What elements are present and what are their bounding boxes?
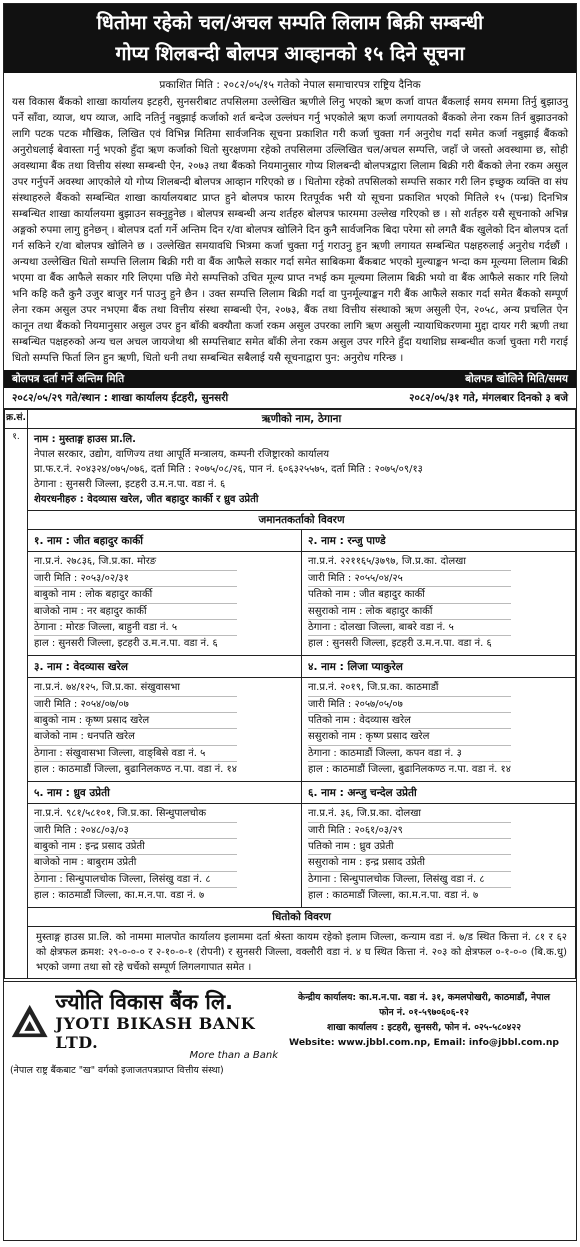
- borrower-line: नेपाल सरकार, उद्योग, वाणिज्य तथा आपूर्ति मन्त्रालय, कम्पनी रजिष्ट्रारको कार्यालय: [34, 449, 330, 460]
- guarantor-line: जारी मिति : २०५५/०४/२५: [308, 571, 511, 587]
- shareholders: शेयरधनीहरु : वेदव्यास खरेल, जीत बहादुर कार्की र ध्रुव उप्रेती: [34, 494, 259, 505]
- guarantor-line: बाजेको नाम : धनपति खरेल: [34, 729, 237, 745]
- contact-info: [278, 990, 570, 1076]
- bank-tagline: More than a Bank: [189, 1049, 278, 1061]
- guarantor-line: ठेगाना : दोलखा जिल्ला, बाबरे वडा नं. ५: [308, 620, 511, 636]
- guarantor-line: हाल : काठमाडौं जिल्ला, का.म.न.पा. वडा नं. ७: [34, 890, 205, 902]
- registration-deadline-label: बोलपत्र दर्ता गर्ने अन्तिम मिति: [12, 373, 125, 385]
- details-table: [4, 409, 576, 979]
- guarantor-line: ना.प्र.नं. २७८३६, जि.प्र.का. मोरङ: [34, 554, 237, 570]
- guarantor-line: जारी मिति : २०६१/०३/२९: [308, 823, 511, 839]
- logo-row: [10, 990, 278, 1052]
- serial-header: क्र.सं.: [5, 410, 28, 429]
- guarantor-2: [302, 530, 576, 656]
- borrower-line: प्रा.फ.र.नं. २०४३२४/०७५/०७६, दर्ता मिति : २०७५/०८/२६, पान नं. ६०६३२५५७५, दर्ता मिति : २०७५/०९/१३: [34, 464, 423, 475]
- guarantor-line: पतिको नाम : वेदव्यास खरेल: [308, 713, 511, 729]
- guarantor-line: हाल : काठमाडौं जिल्ला, का.म.न.पा. वडा नं. ७: [308, 890, 479, 902]
- deadline-values: [4, 388, 576, 409]
- guarantor-5: [28, 781, 302, 907]
- branch-office: शाखा कार्यालय : इटहरी, सुनसरी, फोन नं. ०२५-५८०४२२: [326, 1021, 522, 1033]
- collateral-header: धितोको विवरण: [28, 907, 575, 926]
- guarantor-line: ठेगाना : काठमाडौं जिल्ला, कपन वडा नं. ३: [308, 746, 511, 762]
- guarantor-line: ससुराको नाम : इन्द्र प्रसाद उप्रेती: [308, 855, 511, 871]
- guarantor-line: ठेगाना : संखुवासभा जिल्ला, वाङ्बिसे वडा नं. ५: [34, 746, 237, 762]
- notice-body: यस विकास बैंकको शाखा कार्यालय इटहरी, सुनसरीबाट तपसिलमा उल्लेखित ऋणीले लिनु भएको ऋण कर्जा वापत बैंकलाई समय सममा तिर्नु बुझाउनु पर्ने साँवा, व्याज, थप व्याज, आदि नतिर्नु नबुझाई कर्जाको शर्त बन्देज उल्लंघन गर्नु भएकोले ऋण कर्जा लगायतको बैंकको लेना रकम तिर्न बुझाउनको लागि पटक पटक मौखिक, लिखित एवं विभिन्न मितिमा सार्वजनिक सूचना प्रकाशित गरी कर्जा चुक्ता गर्न अनुरोध गर्दा समेत कर्जा नबुझाई बैंकको अनुरोधलाई बेवास्ता गर्नु भएको हुँदा ऋण कर्जाको धितो सुरक्षणमा रहेको तपसिलमा उल्लिखित चल/अचल सम्पत्ति, जहाँ जे जस्तो अवस्थामा छ, सोही अवस्थामा बैंक तथा वित्तीय संस्था सम्बन्धी ऐन, २०७३ तथा बैंकको नियमानुसार गोप्य शिलबन्दी बोलपत्रद्वारा लिलाम बिक्री गरी बैंकको लेना रकम असुल उपर गर्नुपर्ने अवस्था आएकोले यो गोप्य शिलबन्दी बोलपत्र आव्हान गरिएको छ । धितोमा रहेको तपसिलको सम्पत्ति सकार गरी लिन इच्छुक व्यक्ति वा संघ संस्थाहरुले बैंकको सम्बन्धित शाखा कार्यालयबाट प्राप्त हुने बोलपत्र फारम रितपूर्वक भरी यो सूचना प्रकाशित भएको मितिले १५ (पन्ध्र) दिनभित्र सम्बन्धित शाखा कार्यालयमा बुझाउन सक्नुहुनेछ । बोलपत्र सम्बन्धी अन्य शर्तहरु बोलपत्र फारममा उल्लेख गरिएको छ । सो शर्तहरु यसै सूचनाको अभिन्न अङ्गको रुपमा लागु हुनेछन् । बोलपत्र दर्ता गर्ने अन्तिम दिन र/वा बोलपत्र खोलिने दिन कुनै सार्वजनिक बिदा परेमा सो लगतै बैंक खुलेको दिन बोलपत्र दर्ता गर्न सकिने र/वा बोलपत्र खोलिने छ । उल्लेखित समयावधि भित्रमा कर्जा चुक्ता गर्नु गराउनु हुन ऋणी लगायत सम्बन्धित पक्षहरुलाई अनुरोध गर्दछौं । अन्यथा उल्लेखित धितो सम्पत्ति लिलाम बिक्री गरी वा बैंक आफैले सकार गर्दा समेत साबिकमा बैंकबाट भएको मुल्याङ्कन भन्दा कम मूल्यमा लिलाम बिक्री भएमा वा बैंक आफैले सकार गरि लिएमा पछि मेरो सम्पत्तिको उचित मूल्य प्राप्त नभई कम मूल्यमा लिलाम बिक्री भयो वा बैंक आफैले सकार गरि लियो भनि कहि कतै कुनै उजुर बाजुर गर्न पाउनु हुने छैन । उक्त सम्पत्ति लिलाम बिक्री गर्दा वा पुनर्मूल्याङ्कन गरी बैंक आफैले सकार गर्दा समेत बैंकको सम्पूर्ण लेना रकम असुल उपर नभएमा बैंक तथा वित्तीय संस्था सम्बन्धी ऐन, २०७३, बैंक तथा वित्तीय संस्थाको ऋण असुली ऐन, २०५८, अन्य प्रचलित ऐन कानून तथा बैंकको नियमानुसार असुल उपर हुन बाँकी बक्यौता कर्जा रकम असुल उपरका लागि ऋण असुली न्यायाधिकरणमा मुद्दा दायर गरी ऋणी तथा सम्बन्धित पक्षहरुको अन्य चल अचल जायजेथा श्री सम्पत्तिबाट समेत बाँकी लेना रकम असुल उपर गरिने हुँदा यथाशिघ्र सम्बन्धीत कर्जा चुक्ता गरी गराई धितो सम्पत्ति फिर्ता लिन हुन ऋणी, धितो धनी तथा सम्बन्धित सबैलाई यसै सूचनाद्वारा पुन: अनुरोध गरिन्छ ।: [12, 96, 568, 364]
- guarantor-line: बाजेको नाम : बाबुराम उप्रेती: [34, 855, 237, 871]
- guarantor-row: [28, 781, 575, 907]
- guarantor-line: बाबुको नाम : लोक बहादुर कार्की: [34, 587, 237, 603]
- publication-date: प्रकाशित मिति : २०८२/०५/१५ गतेको नेपाल समाचारपत्र राष्ट्रिय दैनिक: [159, 79, 421, 91]
- bank-logo-icon: [10, 1001, 49, 1041]
- guarantor-line: बाबुको नाम : कृष्ण प्रसाद खरेल: [34, 713, 237, 729]
- guarantor-line: जारी मिति : २०५३/०२/३१: [34, 571, 237, 587]
- opening-date-value: २०८२/०५/३१ गते, मंगलबार दिनको ३ बजे: [409, 392, 568, 404]
- table-header-row: [5, 410, 576, 429]
- guarantor-row: [28, 530, 575, 656]
- guarantor-name: ६. नाम : अन्जु चन्देल उप्रेती: [302, 784, 575, 804]
- guarantor-line: ना.प्र.नं. ३६, जि.प्र.का. दोलखा: [308, 806, 511, 822]
- borrower-info: [28, 429, 575, 510]
- guarantor-line: बाजेको नाम : नर बहादुर कार्की: [34, 604, 237, 620]
- collateral-details: मुस्ताङ्ग हाउस प्रा.लि. को नाममा मालपोत कार्यालय इलाममा दर्ता श्रेस्ता कायम रहेको इलाम जिल्ला, कन्याम वडा नं. ७/ड स्थित कित्ता नं. ८१ र ६२ को क्षेत्रफल क्रमश: २९-०-०-० र २-१०-०-१ (रोपनी) र सुनसरी जिल्ला, वक्लौरी वडा नं. ४ घ स्थित कित्ता नं. २०३ को क्षेत्रफल ०-१-०-० (बि.क.धु) भएको जग्गा तथा सो रहे चर्चेको सम्पूर्ण लिगलगापात समेत ।: [28, 926, 575, 978]
- guarantor-3: [28, 655, 302, 781]
- guarantor-line: ना.प्र.नं. २०१९, जि.प्र.का. काठमाडौं: [308, 680, 511, 696]
- borrower-details-cell: [28, 429, 576, 979]
- bank-logo-block: [10, 990, 278, 1076]
- guarantor-line: ठेगाना : मोरङ जिल्ला, बाहुनी वडा नं. ५: [34, 620, 237, 636]
- guarantor-row: [28, 655, 575, 781]
- guarantor-name: ३. नाम : वेदव्यास खरेल: [28, 658, 301, 678]
- opening-date-label: बोलपत्र खोलिने मिति/समय: [465, 373, 568, 385]
- guarantor-6: [302, 781, 576, 907]
- guarantor-name: ४. नाम : लिजा प्याकुरेल: [302, 658, 575, 678]
- title-line-2: गोप्य शिलबन्दी बोलपत्र आव्हानको १५ दिने सूचना: [115, 42, 465, 65]
- website-email[interactable]: Website: www.jbbl.com.np, Email: info@jbbl.com.np: [289, 1036, 559, 1048]
- borrower-line: ठेगाना : सुनसरी जिल्ला, इटहरी उ.म.न.पा. वडा नं. ६: [34, 479, 226, 490]
- guarantor-line: ना.प्र.नं. ९८१/५८१०१, जि.प्र.का. सिन्धुपालचोक: [34, 806, 237, 822]
- logo-text: [55, 990, 278, 1052]
- watermark: [454, 459, 465, 474]
- notice-title: [4, 4, 576, 73]
- guarantor-name: २. नाम : रन्जु पाण्डे: [302, 532, 575, 552]
- guarantor-line: ना.प्र.नं. ७४/१२५, जि.प्र.का. संखुवासभा: [34, 680, 237, 696]
- guarantor-line: ना.प्र.नं. २२११६५/३७९७, जि.प्र.का. दोलखा: [308, 554, 511, 570]
- bank-name-nepali: ज्योति विकास बैंक लि.: [55, 989, 234, 1014]
- guarantor-line: बाबुको नाम : इन्द्र प्रसाद उप्रेती: [34, 839, 237, 855]
- guarantor-line: हाल : काठमाडौं जिल्ला, बुढानिलकण्ठ न.पा. वडा नं. १४: [308, 764, 511, 776]
- guarantor-line: ससुराको नाम : लोक बहादुर कार्की: [308, 604, 511, 620]
- guarantor-line: ठेगाना : सिन्धुपालचोक जिल्ला, लिसंखु वडा नं. ८: [308, 872, 511, 888]
- guarantor-1: [28, 530, 302, 656]
- guarantor-line: जारी मिति : २०४८/०३/०३: [34, 823, 237, 839]
- guarantor-line: जारी मिति : २०५४/०७/०७: [34, 697, 237, 713]
- guarantor-table: [28, 510, 575, 978]
- title-line-1: धितोमा रहेको चल/अचल सम्पति लिलाम बिक्री सम्बन्धी: [96, 11, 484, 34]
- notice-page: [3, 3, 577, 1241]
- guarantor-line: पतिको नाम : जीत बहादुर कार्की: [308, 587, 511, 603]
- head-office: केन्द्रीय कार्यालय: का.म.न.पा. वडा नं. ३१, कमलपोखरी, काठमाडौं, नेपाल: [298, 991, 550, 1003]
- borrower-header: ऋणीको नाम, ठेगाना: [28, 410, 576, 429]
- guarantor-line: हाल : काठमाडौं जिल्ला, बुढानिलकण्ठ न.पा. वडा नं. १४: [34, 764, 237, 776]
- deadline-labels-bar: [4, 370, 576, 388]
- guarantor-line: हाल : सुनसरी जिल्ला, इटहरी उ.म.न.पा. वडा नं. ६: [34, 638, 218, 650]
- table-row: [5, 429, 576, 979]
- guarantor-line: जारी मिति : २०५७/०५/०७: [308, 697, 511, 713]
- guarantor-line: ससुराको नाम : कृष्ण प्रसाद खरेल: [308, 729, 511, 745]
- guarantor-name: १. नाम : जीत बहादुर कार्की: [28, 532, 301, 552]
- guarantor-line: ठेगाना : सिन्धुपालचोक जिल्ला, लिसंखु वडा नं. ८: [34, 872, 237, 888]
- borrower-name: नाम : मुस्ताङ्ग हाउस प्रा.लि.: [34, 434, 136, 445]
- guarantor-4: [302, 655, 576, 781]
- serial-number: १.: [5, 429, 28, 979]
- registration-deadline-value: २०८२/०५/२९ गते/स्थान : शाखा कार्यालय ईटहरी, सुनसरी: [12, 392, 229, 404]
- bank-name-english: JYOTI BIKASH BANK LTD.: [55, 1013, 256, 1052]
- guarantor-line: हाल : सुनसरी जिल्ला, इटहरी उ.म.न.पा. वडा नं. ६: [308, 638, 492, 650]
- guarantor-name: ५. नाम : ध्रुव उप्रेती: [28, 784, 301, 804]
- head-office-phone: फोन नं. ०१-५९७०६०६-१२: [379, 1006, 469, 1018]
- footer: [4, 981, 576, 1076]
- guarantor-line: पतिको नाम : ध्रुव उप्रेती: [308, 839, 511, 855]
- guarantor-header: जमानतकर्ताको विवरण: [28, 511, 575, 530]
- license-note: (नेपाल राष्ट्र बैंकबाट "ख" वर्गको इजाजतपत्रप्राप्त वित्तीय संस्था): [10, 1064, 224, 1076]
